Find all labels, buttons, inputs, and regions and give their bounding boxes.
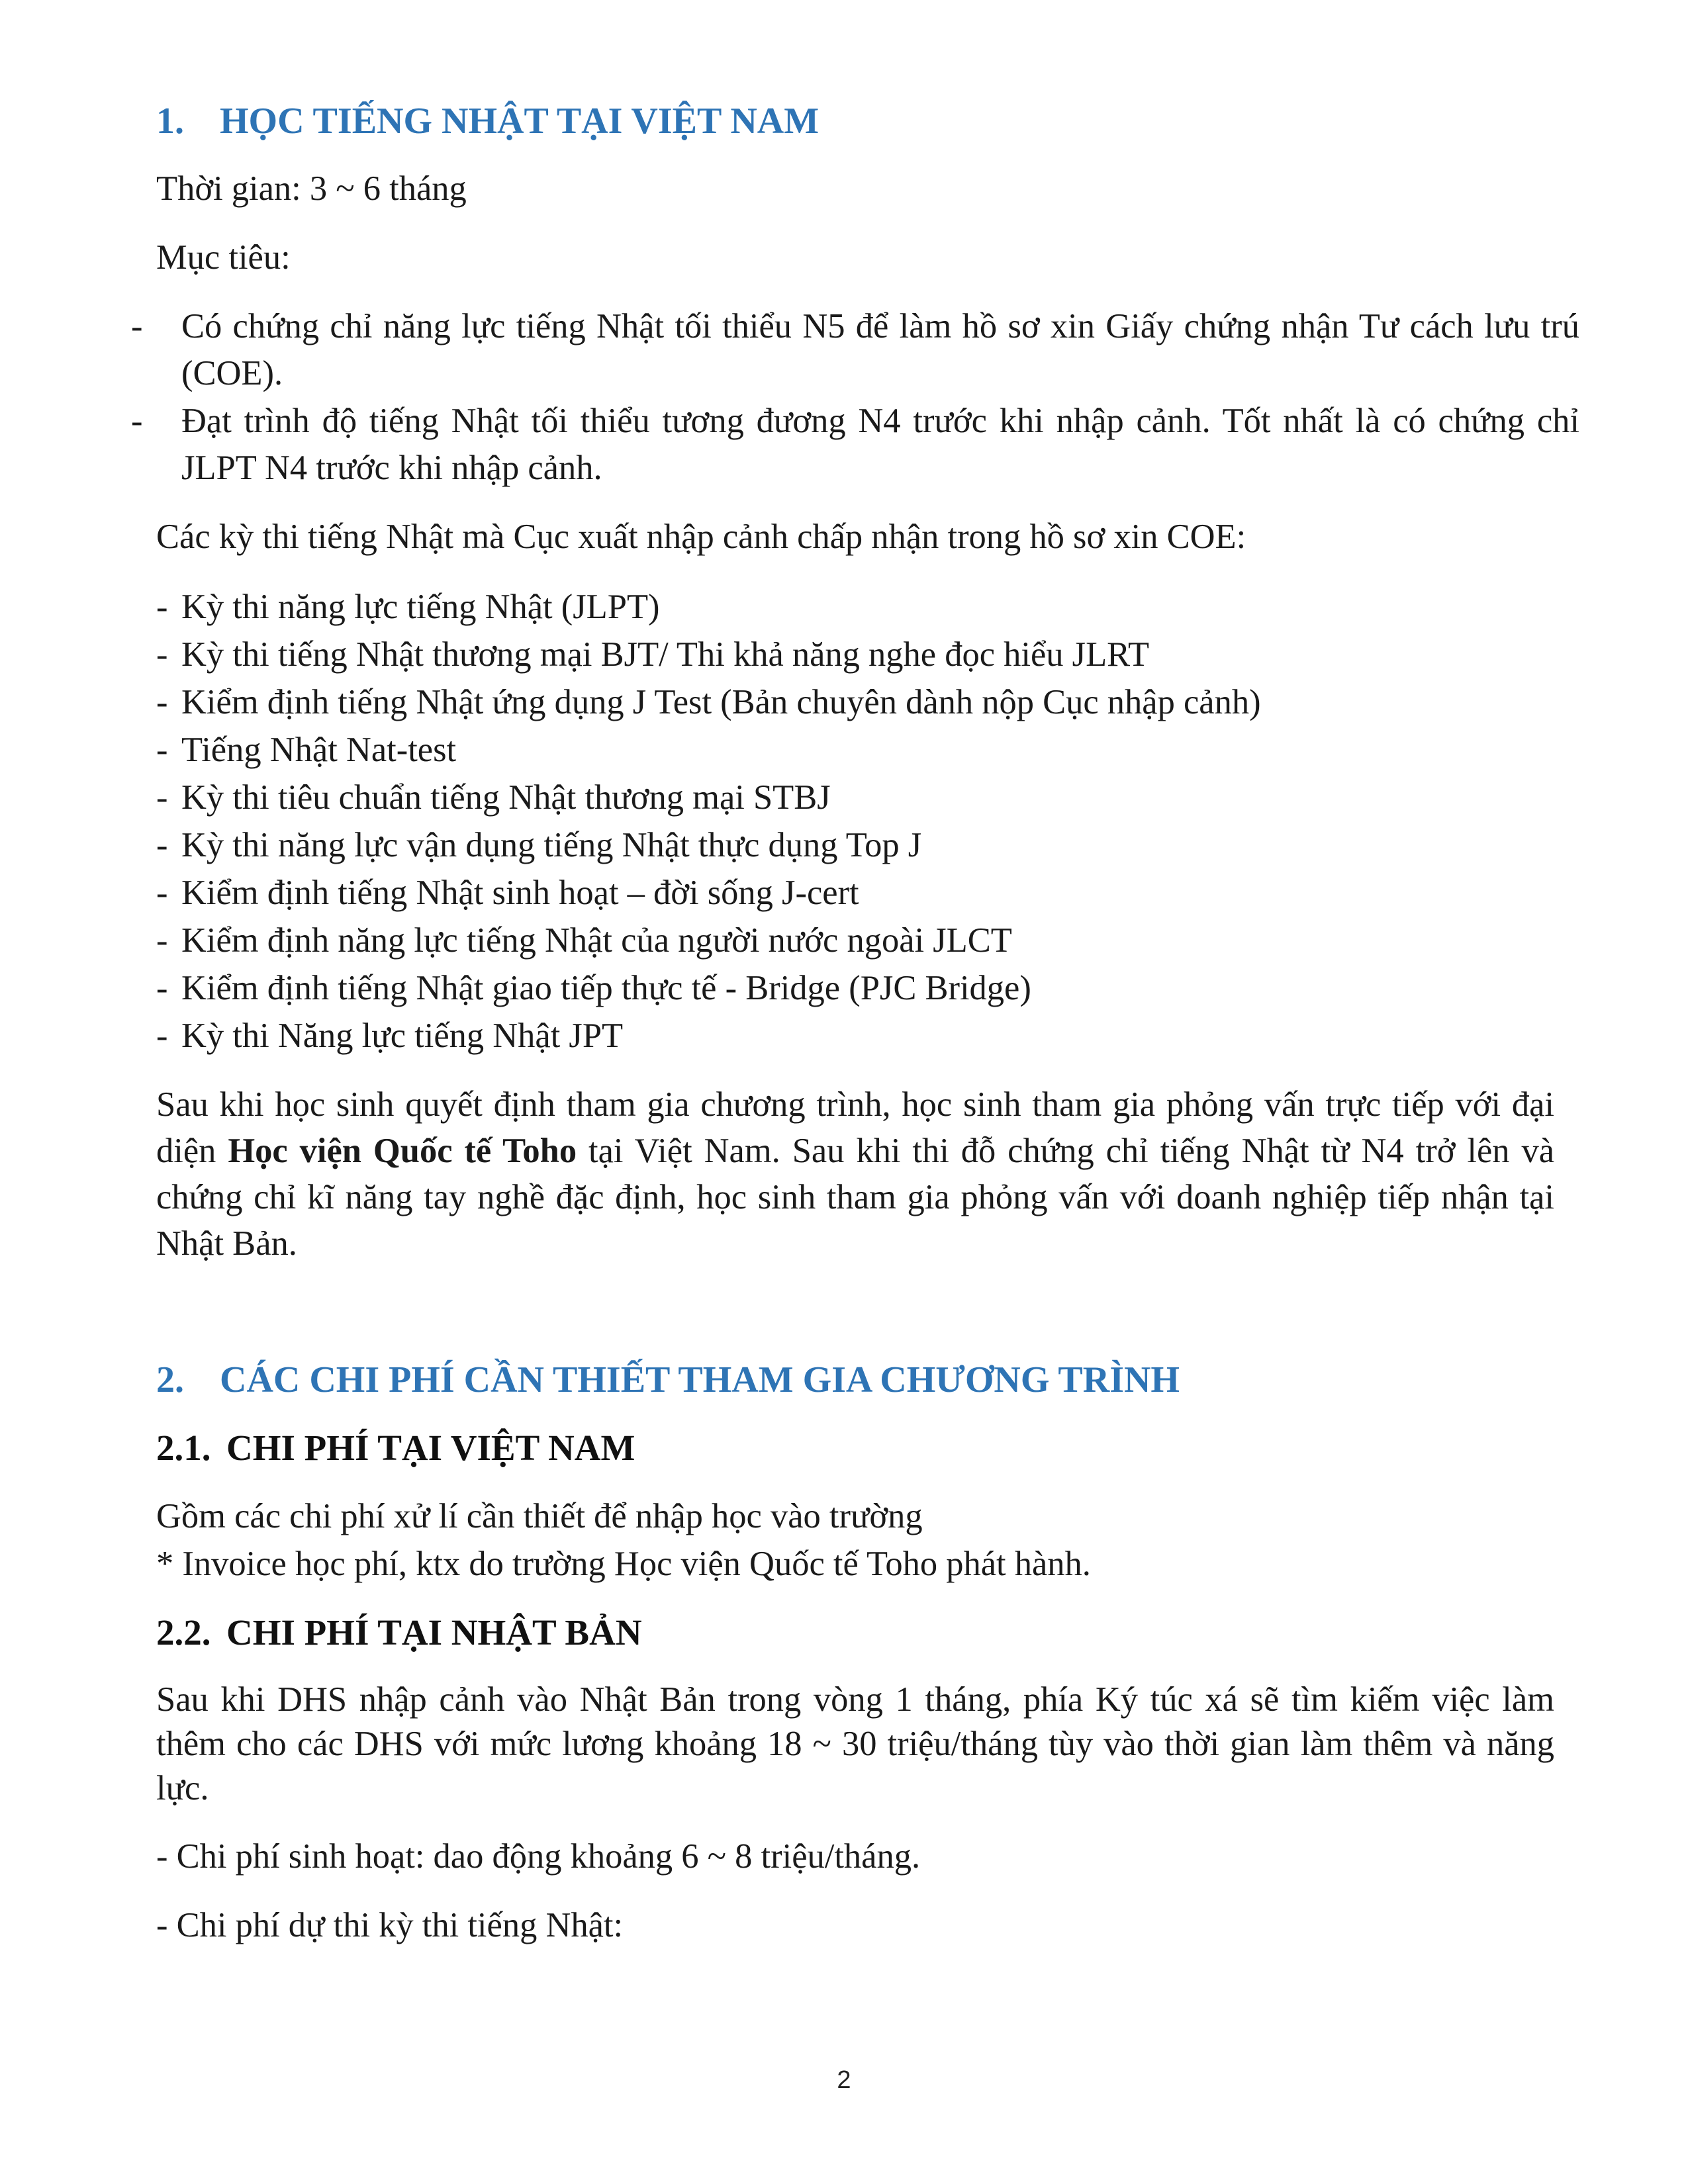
subsection-2-1-number: 2.1.: [156, 1428, 211, 1468]
subsection-2-2-heading: [156, 1610, 642, 1656]
bullet-dash: -: [156, 778, 168, 817]
bullet-dash: -: [131, 307, 143, 345]
invoice-note: * Invoice học phí, ktx do trường Học viện Quốc tế Toho phát hành.: [156, 1545, 1091, 1583]
exam-item: [156, 1013, 623, 1059]
goal-label: Mục tiêu:: [156, 238, 291, 277]
summary-text-end: tại Việt Nam. Sau khi thi đỗ chứng chỉ tiếng Nhật từ N4 trở lên và chứng chỉ kĩ năng tay nghề đặc định, học sinh tham gia phỏng vấn với doanh nghiệp tiếp nhận tại Nhật Bản.: [156, 1132, 1554, 1263]
japan-cost-paragraph: Sau khi DHS nhập cảnh vào Nhật Bản trong vòng 1 tháng, phía Ký túc xá sẽ tìm kiếm việc làm thêm cho các DHS với mức lương khoảng 18 ~ 30 triệu/tháng tùy vào thời gian làm thêm và năng lực.: [156, 1680, 1554, 1807]
exam-item-text: Tiếng Nhật Nat-test: [181, 731, 457, 769]
section-1-title: HỌC TIẾNG NHẬT TẠI VIỆT NAM: [220, 101, 820, 142]
goal-item: [131, 303, 1579, 397]
exam-item: [156, 965, 1031, 1011]
page-number: 2: [837, 2066, 851, 2094]
exam-item-text: Kỳ thi tiếng Nhật thương mại BJT/ Thi khả năng nghe đọc hiểu JLRT: [181, 635, 1150, 674]
bullet-dash: -: [156, 635, 168, 674]
duration-text: Thời gian: 3 ~ 6 tháng: [156, 169, 467, 208]
bullet-dash: -: [156, 921, 168, 960]
exam-item: [156, 727, 456, 773]
vn-cost-line: Gồm các chi phí xử lí cần thiết để nhập học vào trường: [156, 1497, 923, 1535]
section-2-heading: [156, 1357, 1180, 1403]
bullet-dash: -: [131, 402, 143, 440]
section-2-number: 2.: [156, 1359, 184, 1400]
exam-item-text: Kỳ thi tiêu chuẩn tiếng Nhật thương mại STBJ: [181, 778, 831, 817]
goal-item-text: Có chứng chỉ năng lực tiếng Nhật tối thiểu N5 để làm hồ sơ xin Giấy chứng nhận Tư cách lưu trú (COE).: [181, 307, 1579, 392]
bullet-dash: -: [156, 731, 168, 769]
exam-item-text: Kiểm định tiếng Nhật ứng dụng J Test (Bản chuyên dành nộp Cục nhập cảnh): [181, 683, 1261, 721]
exam-item: [156, 917, 1012, 964]
subsection-2-1-heading: [156, 1425, 635, 1471]
school-name: Học viện Quốc tế Toho: [228, 1132, 577, 1170]
bullet-dash: -: [156, 826, 168, 864]
exam-item-text: Kiểm định năng lực tiếng Nhật của người nước ngoài JLCT: [181, 921, 1012, 960]
bullet-dash: -: [156, 683, 168, 721]
exam-item: [156, 679, 1261, 725]
exam-item-text: Kỳ thi năng lực vận dụng tiếng Nhật thực dụng Top J: [181, 826, 922, 864]
exam-item: [156, 584, 660, 630]
exam-item-text: Kiểm định tiếng Nhật sinh hoạt – đời sống J-cert: [181, 874, 859, 912]
goal-item: [131, 398, 1579, 492]
summary-paragraph: [156, 1081, 1554, 1267]
exam-cost-line: - Chi phí dự thi kỳ thi tiếng Nhật:: [156, 1906, 624, 1944]
exam-item: [156, 631, 1149, 678]
bullet-dash: -: [156, 588, 168, 626]
subsection-2-1-title: CHI PHÍ TẠI VIỆT NAM: [226, 1428, 635, 1468]
exam-item-text: Kiểm định tiếng Nhật giao tiếp thực tế - Bridge (PJC Bridge): [181, 969, 1031, 1007]
section-1-number: 1.: [156, 101, 184, 142]
living-cost-line: - Chi phí sinh hoạt: dao động khoảng 6 ~ 8 triệu/tháng.: [156, 1837, 921, 1876]
exam-item: [156, 870, 859, 916]
exam-item: [156, 774, 831, 821]
bullet-dash: -: [156, 874, 168, 912]
exam-item: [156, 822, 921, 868]
summary-text-start: Sau khi học sinh quyết định tham gia chương trình, học sinh tham gia phỏng vấn trực tiếp với đại diện: [156, 1085, 1554, 1170]
bullet-dash: -: [156, 1017, 168, 1055]
section-2-title: CÁC CHI PHÍ CẦN THIẾT THAM GIA CHƯƠNG TRÌNH: [220, 1359, 1180, 1400]
bullet-dash: -: [156, 969, 168, 1007]
goal-item-text: Đạt trình độ tiếng Nhật tối thiểu tương đương N4 trước khi nhập cảnh. Tốt nhất là có chứng chỉ JLPT N4 trước khi nhập cảnh.: [181, 402, 1579, 487]
exam-item-text: Kỳ thi Năng lực tiếng Nhật JPT: [181, 1017, 624, 1055]
subsection-2-2-title: CHI PHÍ TẠI NHẬT BẢN: [226, 1612, 642, 1653]
section-1-heading: [156, 98, 819, 144]
subsection-2-2-number: 2.2.: [156, 1612, 211, 1653]
exam-item-text: Kỳ thi năng lực tiếng Nhật (JLPT): [181, 588, 660, 626]
exams-intro: Các kỳ thi tiếng Nhật mà Cục xuất nhập cảnh chấp nhận trong hồ sơ xin COE:: [156, 518, 1246, 556]
